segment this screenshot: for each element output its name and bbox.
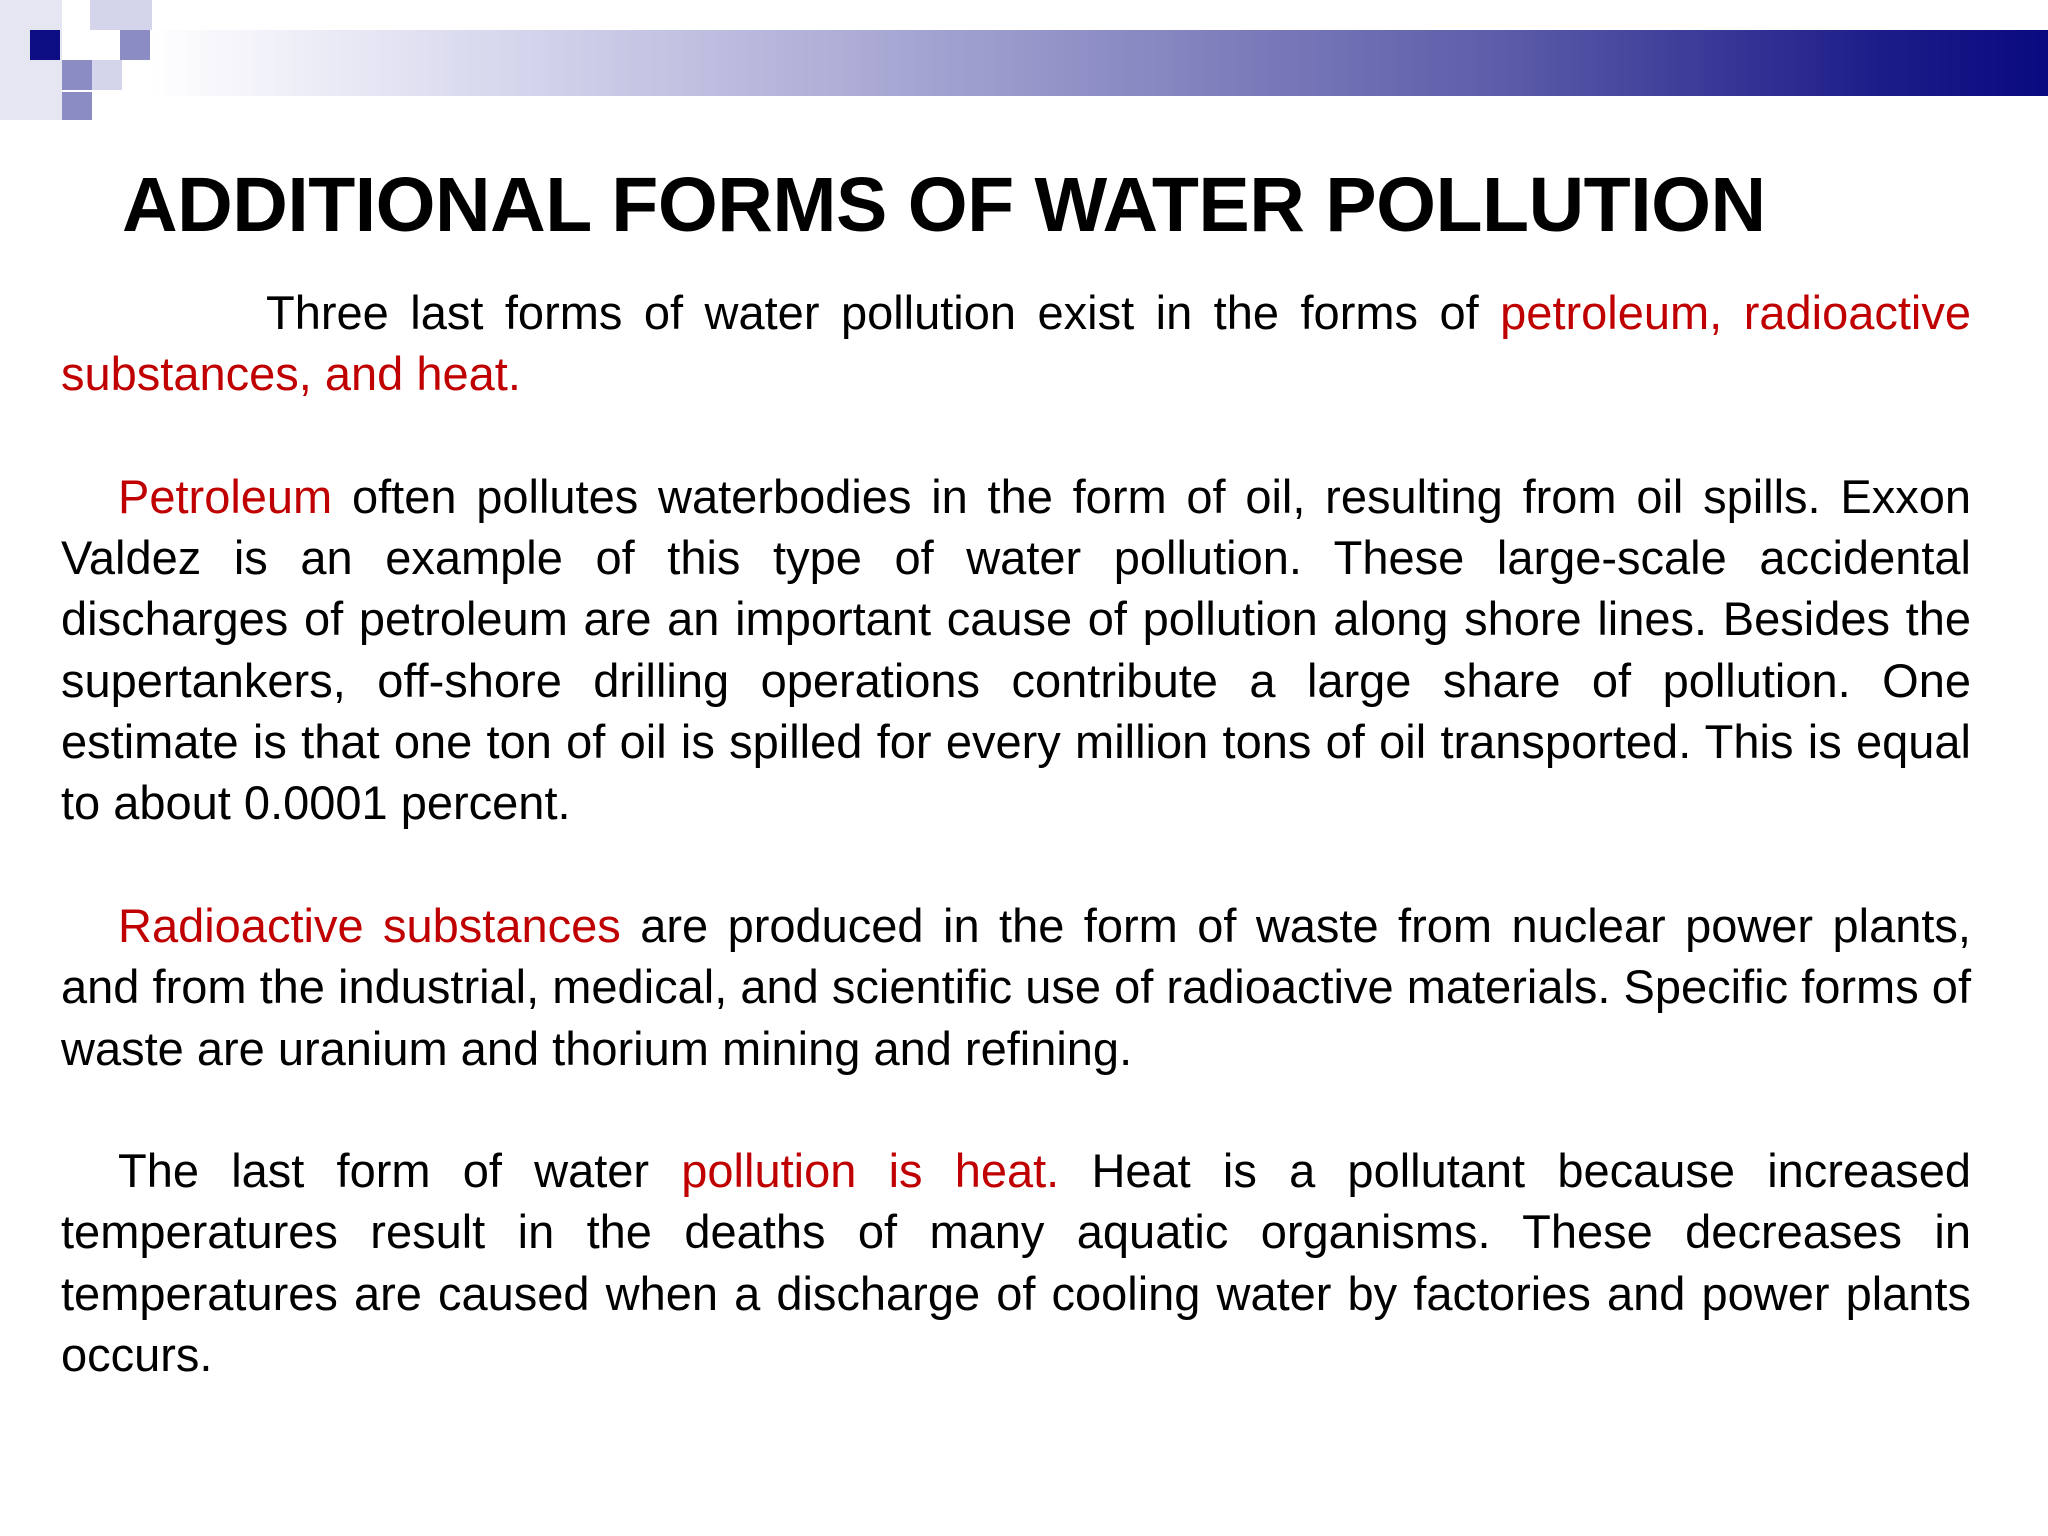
header-decoration-square — [30, 30, 60, 60]
highlight-text: pollution is heat. — [681, 1144, 1060, 1198]
highlight-text: petroleum, radioactive substances, and heat. — [61, 286, 1971, 401]
header-decoration-square — [120, 30, 150, 60]
paragraph-text: The last form of water — [118, 1144, 682, 1198]
highlight-text: Radioactive substances — [118, 898, 621, 952]
paragraph-intro — [61, 282, 1971, 405]
paragraph-text: are produced in the form of waste from nuclear power plants, and from the industrial, medical, and scientific use of radioactive materials. Specific forms of waste are uranium and thorium mining and refining. — [61, 898, 1971, 1075]
header-decoration-square — [90, 0, 152, 30]
header-decoration-square — [62, 60, 92, 90]
slide-body — [61, 282, 1971, 1385]
paragraph-petroleum — [61, 466, 1971, 834]
header-decoration-square — [0, 0, 62, 120]
header-decoration-square — [92, 60, 122, 90]
paragraph-radioactive — [61, 895, 1971, 1079]
highlight-text: Petroleum — [118, 469, 333, 523]
paragraph-text: Heat is a pollutant because increased temperatures result in the deaths of many aquatic organisms. These decreases in temperatures are caused when a discharge of cooling water by factories and power plants occurs. — [61, 1144, 1972, 1382]
paragraph-heat — [61, 1140, 1971, 1385]
slide-title: ADDITIONAL FORMS OF WATER POLLUTION — [122, 162, 1766, 248]
header-decoration-square — [62, 92, 92, 120]
paragraph-text: often pollutes waterbodies in the form of oil, resulting from oil spills. Exxon Valdez is an example of this type of water pollution. These large-scale accidental discharges of petroleum are an important cause of pollution along shore lines. Besides the supertankers, off-shore drilling operations contribute a large share of pollution. One estimate is that one ton of oil is spilled for every million tons of oil transported. This is equal to about 0.0001 percent. — [61, 469, 1971, 830]
paragraph-text: Three last forms of water pollution exist in the forms of — [266, 286, 1501, 339]
header-gradient-bar — [150, 30, 2048, 96]
